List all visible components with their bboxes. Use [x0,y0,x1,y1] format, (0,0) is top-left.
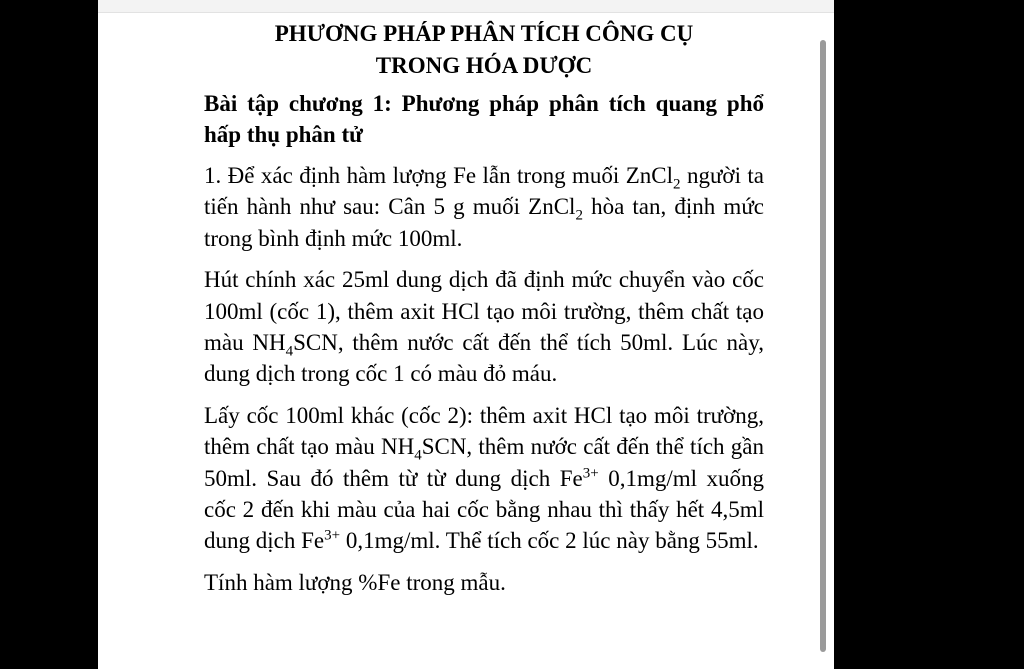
document-page [204,18,764,598]
p1-text-b: người ta tiến hành như sau: Cân 5 g muối ZnCl [204,163,764,220]
document-viewer [98,0,834,669]
document-title [204,18,764,82]
title-line-1: PHƯƠNG PHÁP PHÂN TÍCH CÔNG CỤ [274,21,694,46]
p3-text-c: 0,1mg/ml xuống cốc 2 đến khi màu của hai cốc bằng nhau thì thấy hết 4,5ml dung dịch Fe [204,465,764,554]
paragraph-1 [204,160,764,254]
paragraph-2 [204,264,764,390]
p2-text-b: SCN, thêm nước cất đến thể tích 50ml. Lúc này, dung dịch trong cốc 1 có màu đỏ máu. [204,330,764,387]
p2-text-a: Hút chính xác 25ml dung dịch đã định mức chuyển vào cốc 100ml (cốc 1), thêm axit HCl tạo môi trường, thêm chất tạo màu NH [204,267,764,356]
viewer-top-bar [98,0,834,13]
p3-text-b: SCN, thêm nước cất đến thể tích gần 50ml. Sau đó thêm từ từ dung dịch Fe [204,434,764,491]
paragraph-3 [204,400,764,557]
p3-text-a: Lấy cốc 100ml khác (cốc 2): thêm axit HCl tạo môi trường, thêm chất tạo màu NH [204,402,764,460]
paragraph-4: Tính hàm lượng %Fe trong mẫu. [204,569,506,595]
section-heading: Bài tập chương 1: Phương pháp phân tích quang phổ hấp thụ phân tử [204,91,764,147]
p1-subscript-2: 2 [575,208,583,224]
p3-subscript: 4 [414,447,422,464]
p1-text-c: hòa tan, định mức trong bình định mức 100ml. [204,194,765,251]
p1-text-a: 1. Để xác định hàm lượng Fe lẫn trong muối ZnCl [204,163,674,188]
vertical-scrollbar[interactable] [820,40,826,652]
p3-superscript-1: 3+ [582,465,599,481]
p1-subscript-1: 2 [673,176,681,193]
title-line-2: TRONG HÓA DƯỢC [375,53,593,78]
p3-text-d: 0,1mg/ml. Thể tích cốc 2 lúc này bằng 55ml. [340,528,759,554]
p3-superscript-2: 3+ [324,527,341,544]
p2-subscript: 4 [285,343,294,360]
